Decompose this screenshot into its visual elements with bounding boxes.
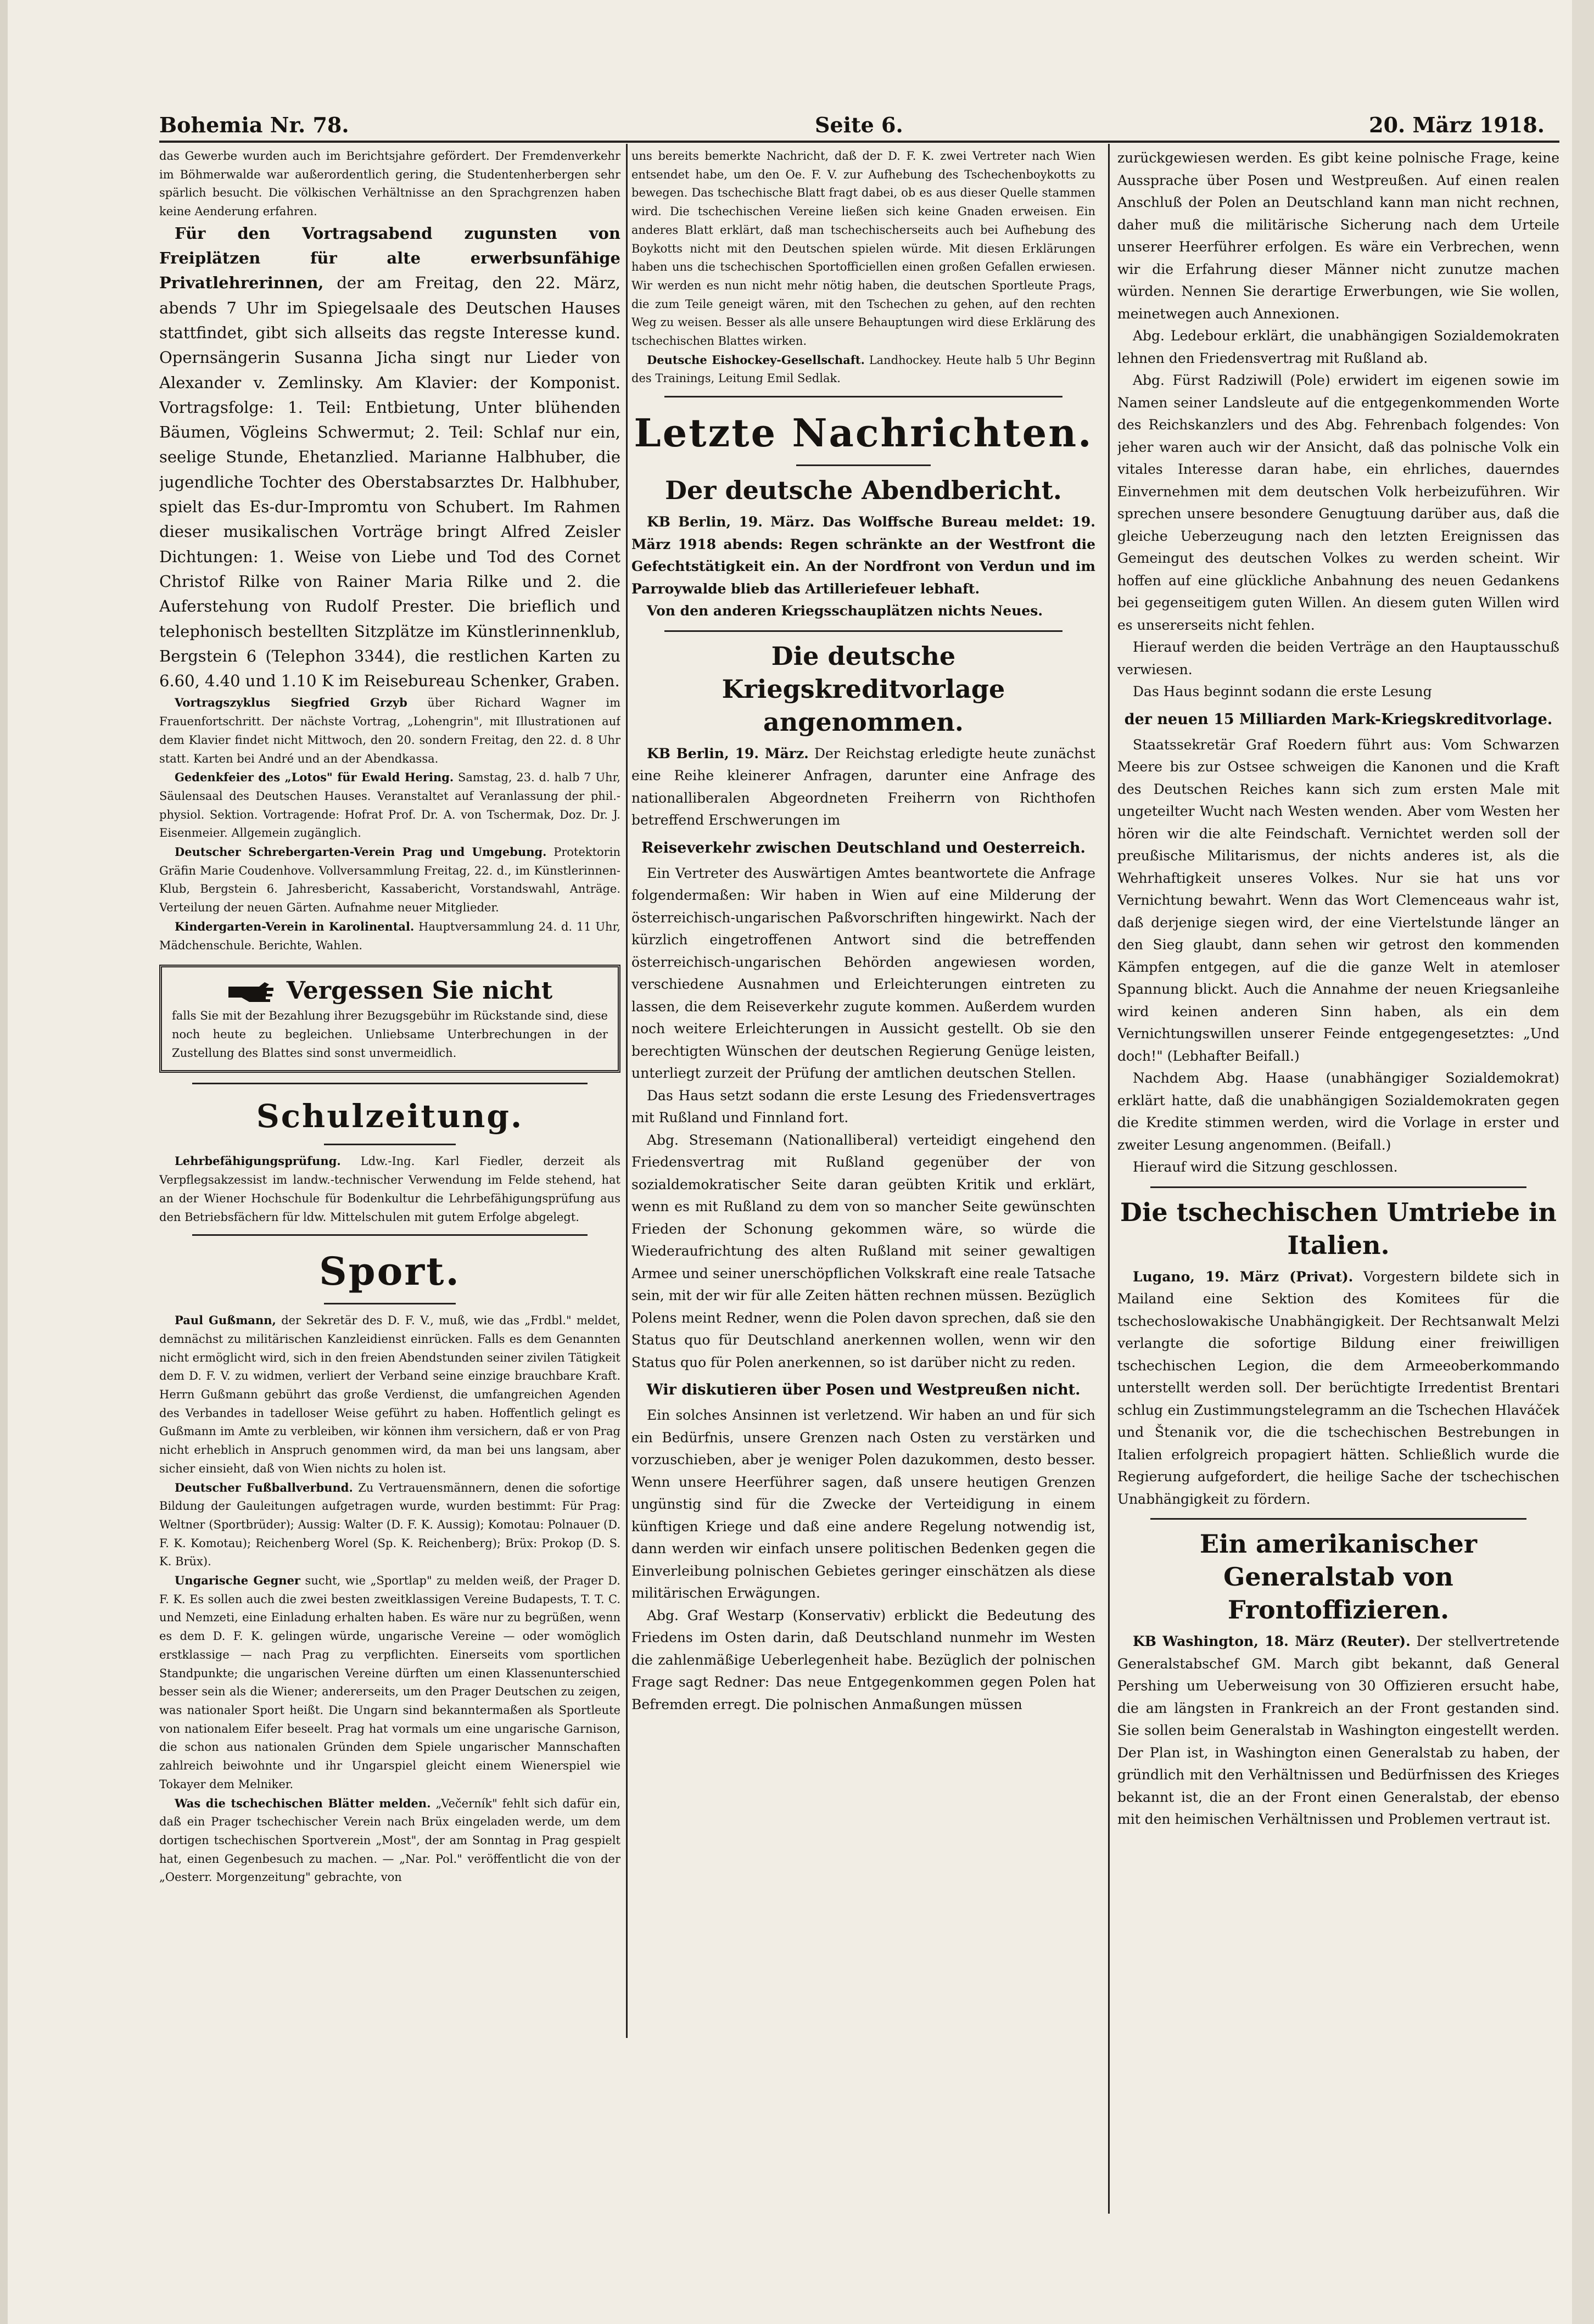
article-evening-report	[631, 511, 1095, 600]
article-american-staff-lead: KB Washington, 18. März (Reuter).	[1133, 1633, 1411, 1649]
section-sport: Sport.	[319, 1248, 461, 1295]
article-radziwill: Abg. Fürst Radziwill (Pole) erwidert im eigenen sowie im Namen seiner Landsleute auf die entgegenkommenden Worte des Reichskanzlers und des Abg. Fehrenbach folgendes: Von jeher waren auch wir der Ansicht, daß das polnische Volk ein vitales Interesse daran habe, ein ehrliches, dauerndes Einvernehmen mit dem deutschen Volk herbeizuführen. Wir sprechen unsere besondere Genugtuung darüber aus, daß die gleiche Ueberzeugung nach den letzten Ereignissen das Gemeingut des deutschen Volkes zu werden scheint. Wir hoffen auf eine glückliche Anbahnung des neuen Gedankens bei gegenseitigem guten Willen. An diesem guten Willen wird es unsererseits nicht fehlen.	[1117, 372, 1559, 633]
article-posen: Ein solches Ansinnen ist verletzend. Wir haben an und für sich ein Bedürfnis, unsere Grenzen nach Osten zu verstärken und vorzuschieben, aber je weniger Polen dazukommen, desto besser. Wenn unsere Heerführer sagen, daß unsere heutigen Grenzen ungünstig sind für die Zwecke der Verteidigung in einem künftigen Kriege und daß eine andere Regelung notwendig ist, dann werden wir einfach unsere politischen Bedenken gegen die Einverleibung polnischen Gebietes geringer einschätzen als diese militärischen Erwägungen.	[631, 1407, 1095, 1601]
notice-eishockey-lead: Deutsche Eishockey-Gesellschaft.	[647, 352, 865, 367]
sport-czech-papers-lead: Was die tschechischen Blätter melden.	[175, 1796, 431, 1810]
divider-line	[192, 1234, 588, 1236]
article-evening-report-text: Regen schränkte an der Westfront die Gefechtstätigkeit ein. An der Nordfront von Verdun und im Parroywalde blieb das Artilleriefeuer lebhaft.	[631, 536, 1095, 597]
article-czech-italy-lead: Lugano, 19. März (Privat).	[1133, 1268, 1353, 1285]
article-evening-report-end-text: Von den anderen Kriegsschauplätzen nichts Neues.	[647, 603, 1043, 619]
article-stresemann: Abg. Stresemann (Nationalliberal) verteidigt eingehend den Friedensvertrag mit Rußland gegenüber der von sozialdemokratischer Seite daran geübten Kritik und erklärt, wenn es mit Rußland zu dem von so mancher Seite gewünschten Frieden der Schonung gekommen wäre, so würde die Wiederaufrichtung des alten Rußland mit seiner gewaltigen Armee und seiner unerschöpflichen Volkskraft eine reale Tatsache sein, mit der wir für alle Zeiten hätten rechnen müssen. Bezüglich Polens meint Redner, wenn die Polen davon sprechen, daß sie den Status quo für Deutschland anerkennen wollen, wenn wir den Status quo für Polen anerkennen, so ist darüber nicht zu reden.	[631, 1132, 1095, 1370]
column-middle	[631, 147, 1095, 2211]
article-czech-italy	[1117, 1266, 1559, 1511]
subhead-war-credit: der neuen 15 Milliarden Mark-Kriegskreditvorlage.	[1124, 710, 1553, 728]
column-right	[1117, 147, 1559, 2211]
article-czech-italy-text: Vorgestern bildete sich in Mailand eine Sektion des Komitees für die tschechoslowakische Unabhängigkeit. Der Rechtsanwalt Melzi verlangte die sofortige Bildung einer freiwilligen tschechischen Legion, die dem Armeeoberkommando unterstellt werden soll. Der berüchtigte Irredentist Brentari schlug ein Zustimmungstelegramm an die Tschechen Hlaváček und Štenanik vor, die die tschechischen Bestrebungen in Italien erfolgreich propagiert hätten. Schließlich wurde die Regierung aufgefordert, die heilige Sache der tschechischen Unabhängigkeit zu fördern.	[1117, 1268, 1559, 1507]
notice-eishockey-text: Landhockey. Heute halb 5 Uhr Beginn des Trainings, Leitung Emil Sedlak.	[631, 353, 1095, 385]
notice-wagner-lectures	[159, 693, 620, 768]
article-evening-report-end	[631, 600, 1095, 623]
sport-football-association-text: Zu Vertrauensmännern, denen die sofortige Bildung der Gauleitungen aufgetragen wurde, wurden bestimmt: Für Prag: Weltner (Sportbrüder); Aussig: Walter (D. F. K. Aussig); Komotau: Polnauer (D. F. K. Komotau); Reichenberg Worel (Sp. K. Reichenberg); Brüx: Prokop (D. S. K. Brüx).	[159, 1481, 620, 1569]
masthead-page-number: Seite 6.	[815, 113, 903, 137]
notice-kindergarten-text: Hauptversammlung 24. d. 11 Uhr, Mädchenschule. Berichte, Wahlen.	[159, 920, 620, 952]
divider-line	[1150, 1186, 1526, 1188]
notice-kindergarten-lead: Kindergarten-Verein in Karolinental.	[175, 919, 415, 933]
headline-american-staff: Ein amerikanischer Generalstab von Frontoffizieren.	[1200, 1529, 1477, 1625]
article-teacher-exam-text: Ldw.-Ing. Karl Fiedler, derzeit als Verpflegsakzessist im landw.-technischer Verwendung im Felde stehend, hat an der Wiener Hochschule für Bodenkultur die Lehrbefähigungsprüfung aus den Betriebsfächern für ldw. Mittelschulen mit gutem Erfolge abgelegt.	[159, 1155, 620, 1224]
sport-czech-papers	[159, 1794, 620, 1888]
sport-gussmann	[159, 1311, 620, 1478]
section-latest-news: Letzte Nachrichten.	[634, 410, 1093, 456]
sport-hungarian-opponents	[159, 1571, 620, 1794]
sport-football-association-lead: Deutscher Fußballverbund.	[175, 1480, 353, 1494]
article-ledebour: Abg. Ledebour erklärt, die unabhängigen Sozialdemokraten lehnen den Friedensvertrag mit Rußland ab.	[1117, 328, 1559, 366]
article-reichstag-lead: KB Berlin, 19. März.	[647, 745, 809, 761]
article-teacher-exam-lead: Lehrbefähigungsprüfung.	[175, 1154, 341, 1168]
article-session-closed: Hierauf wird die Sitzung geschlossen.	[1133, 1159, 1398, 1175]
notice-eishockey	[631, 351, 1095, 388]
reminder-title-row	[172, 975, 608, 1007]
sport-gussmann-lead: Paul Gußmann,	[175, 1313, 276, 1328]
reminder-title: Vergessen Sie nicht	[286, 977, 553, 1005]
article-roedern: Staatssekretär Graf Roedern führt aus: Vom Schwarzen Meere bis zur Ostsee schweigen die Kanonen und die Kraft des Deutschen Reiches kann sich zum ersten Male mit ungeteilter Wucht nach Westen wenden. Aber vom Westen her hören wir die alte Feindschaft. Vernichtet werden soll der preußische Militarismus, der nichts anderes ist, als die Wehrhaftigkeit unseres Volkes. Nur sie hat uns vor Vernichtung bewahrt. Wenn das Wort Clemenceaus wahr ist, daß derjenige siegen wird, der eine Viertelstunde länger an den Sieg glaubt, dann sehen wir getrost den kommenden Kämpfen entgegen, auf die die ganze Welt in atemloser Spannung blickt. Auch die Annahme der neuen Kriegsanleihe wird keinen anderen Sinn haben, als ein dem Vernichtungswillen unserer Feinde entgegengesetztes: „Und doch!" (Lebhafter Beifall.)	[1117, 736, 1559, 1064]
divider-line	[664, 396, 1062, 397]
article-haase: Nachdem Abg. Haase (unabhängiger Sozialdemokrat) erklärt hatte, daß die unabhängigen Sozialdemokraten gegen die Kredite stimmen werden, wird die Vorlage in erster und zweiter Lesung angenommen. (Beifall.)	[1117, 1070, 1559, 1153]
headline-evening-report: Der deutsche Abendbericht.	[665, 475, 1062, 506]
sport-hungarian-opponents-lead: Ungarische Gegner	[175, 1573, 300, 1588]
sport-boycott-continued: uns bereits bemerkte Nachricht, daß der D. F. K. zwei Vertreter nach Wien entsendet habe, um den Oe. F. V. zur Aufhebung des Tschechenboykotts zu bewegen. Das tschechische Blatt fragt dabei, ob es aus dieser Quelle stammen wird. Die tschechischen Vereine ließen sich keine Gnaden erweisen. Ein anderes Blatt erklärt, daß man tschechischerseits auch bei Aufhebung des Boykotts nicht mit den Deutschen spielen würde. Mit diesen Erklärungen haben uns die tschechischen Sportofficiellen einen großen Gefallen erwiesen. Wir werden es nun nicht mehr nötig haben, die deutschen Sportleute Prags, die zum Teile geneigt wären, mit den Tschechen zu gehen, auf den rechten Weg zu weisen. Besser als alle unsere Behauptungen wird diese Erklärung des tschechischen Blattes wirken.	[631, 149, 1095, 348]
section-school: Schulzeitung.	[256, 1097, 524, 1135]
notice-schrebergarten-text: Protektorin Gräfin Marie Coudenhove. Vollversammlung Freitag, 22. d., im Künstlerinnen-Klub, Bergstein 6. Jahresbericht, Kassabericht, Vorstandswahl, Anträge. Verteilung der neuen Gärten. Aufnahme neuer Mitglieder.	[159, 845, 620, 915]
masthead-date: 20. März 1918.	[1369, 113, 1545, 137]
divider-line	[796, 464, 931, 466]
notice-wagner-lead: Vortragszyklus Siegfried Grzyb	[175, 696, 407, 710]
article-westarp: Abg. Graf Westarp (Konservativ) erblickt die Bedeutung des Friedens im Osten darin, daß Deutschland nunmehr im Westen die zahlenmäßige Ueberlegenheit habe. Bezüglich der polnischen Frage sagt Redner: Das neue Entgegenkommen gegen Polen hat Befremden erregt. Die polnischen Anmaßungen müssen	[631, 1607, 1095, 1712]
reminder-text: falls Sie mit der Bezahlung ihrer Bezugsgebühr im Rückstande sind, diese noch heute zu begleichen. Unliebsame Unterbrechungen in der Zustellung des Blattes sind sonst unvermeidlich.	[172, 1009, 608, 1060]
article-peace-treaty-reading: Das Haus setzt sodann die erste Lesung des Friedensvertrages mit Rußland und Finnland fort.	[631, 1087, 1095, 1126]
notice-schrebergarten-lead: Deutscher Schrebergarten-Verein Prag und Umgebung.	[175, 845, 547, 859]
masthead-paper-issue: Bohemia Nr. 78.	[159, 113, 349, 137]
column-left	[159, 147, 620, 2036]
headline-war-credit: Die deutsche Kriegskreditvorlage angenommen.	[722, 641, 1005, 737]
divider-line	[324, 1144, 456, 1145]
notice-schrebergarten	[159, 843, 620, 917]
masthead	[159, 99, 1545, 137]
sport-hungarian-opponents-text: sucht, wie „Sportlap" zu melden weiß, der Prager D. F. K. Es sollen auch die zwei besten zweitklassigen Vereine Budapests, T. T. C. und Nemzeti, eine Einladung erhalten haben. Es wäre nur zu begrüßen, wenn es dem D. F. K. gelingen würde, ungarische Vereine — oder womöglich erstklassige — nach Prag zu verpflichten. Einerseits vom sportlichen Standpunkte; die ungarischen Vereine dürften um einen Klassenunterschied besser sein als die Wiener; andererseits, um den Prager Deutschen zu zeigen, was nationaler Sport heißt. Die Ungarn sind bekanntermaßen als Sportleute von nationalem Eifer beseelt. Prag hat vormals um eine ungarische Garnison, die schon aus nationalen Gründen dem Spiele ungarischer Mannschaften zahlreich beiwohnte und ihr Ungarspiel gleicht einem Wienerspiel wie Tokayer dem Melniker.	[159, 1574, 620, 1791]
article-reichstag	[631, 743, 1095, 832]
divider-line	[192, 1083, 588, 1084]
notice-lotos	[159, 768, 620, 843]
masthead-rule	[159, 141, 1559, 143]
article-evening-report-lead: KB Berlin, 19. März. Das Wolffsche Bureau meldet: 19. März 1918 abends:	[631, 514, 1095, 552]
divider-line	[324, 1303, 456, 1304]
article-lecture-evening-lead: Für den Vortragsabend zugunsten von Freiplätzen für alte erwerbsunfähige Privatlehrerinnen,	[159, 223, 620, 293]
article-westarp-continued: zurückgewiesen werden. Es gibt keine polnische Frage, keine Aussprache über Posen und Westpreußen. Auf einen realen Anschluß der Polen an Deutschland kann man nicht rechnen, daher muß die militärische Sicherung nach dem Urteile unserer Heerführer erfolgen. Es wäre ein Verbrechen, wenn wir die Erfahrung dieser Männer nicht zunutze machen würden. Nennen Sie derartige Erwerbungen, wie Sie wollen, meinetwegen auch Annexionen.	[1117, 150, 1559, 322]
notice-kindergarten	[159, 917, 620, 955]
divider-line	[1150, 1518, 1526, 1520]
sport-football-association	[159, 1479, 620, 1572]
article-american-staff-text: Der stellvertretende Generalstabschef GM. March gibt bekannt, daß General Pershing um Ueberweisung von 30 Offizieren ersucht habe, die am längsten in Frankreich an der Front gestanden sind. Sie sollen beim Generalstab in Washington eingestellt werden. Der Plan ist, in Washington einen Generalstab zu haben, der gründlich mit den Verhältnissen und Bedürfnissen des Krieges bekannt ist, die an der Front einen Generalstab, der ebenso mit den heimischen Verhältnissen und Problemen vertraut ist.	[1117, 1633, 1559, 1827]
article-lecture-evening	[159, 221, 620, 694]
article-committee: Hierauf werden die beiden Verträge an den Hauptausschuß verwiesen.	[1117, 639, 1559, 677]
article-reichstag-text: Der Reichstag erledigte heute zunächst eine Reihe kleinerer Anfragen, darunter eine Anfrage des nationalliberalen Abgeordneten Freiherrn von Richthofen betreffend Erschwerungen im	[631, 745, 1095, 828]
notice-lotos-text: Samstag, 23. d. halb 7 Uhr, Säulensaal des Deutschen Hauses. Veranstaltet auf Veranlassung der phil.-physiol. Sektion. Vortragende: Hofrat Prof. Dr. A. von Tschermak, Doz. Dr. J. Eisenmeier. Allgemein zugänglich.	[159, 771, 620, 840]
notice-wagner-text: über Richard Wagner im Frauenfortschritt. Der nächste Vortrag, „Lohengrin", mit Illustrationen auf dem Klavier findet nicht Mittwoch, den 20. sondern Freitag, den 22. d. 8 Uhr statt. Karten bei André und an der Abendkassa.	[159, 696, 620, 765]
subhead-travel: Reiseverkehr zwischen Deutschland und Oesterreich.	[641, 839, 1086, 856]
article-american-staff	[1117, 1631, 1559, 1831]
notice-lotos-lead: Gedenkfeier des „Lotos" für Ewald Hering.	[175, 770, 454, 785]
sport-czech-papers-text: „Večerník" fehlt sich dafür ein, daß ein Prager tschechischer Verein nach Brüx eingeladen werde, um dem dortigen tschechischen Sportverein „Most", der am Sonntag in Prag gespielt hat, einen Gegenbesuch zu machen. — „Nar. Pol." veröffentlicht die von der „Oesterr. Morgenzeitung" gebrachte, von	[159, 1796, 620, 1884]
column-divider-2	[1108, 144, 1110, 2214]
column-divider-1	[626, 144, 628, 2038]
article-teacher-exam	[159, 1152, 620, 1227]
divider-line	[664, 630, 1062, 632]
reminder-box	[159, 965, 620, 1073]
article-lecture-evening-text: der am Freitag, den 22. März, abends 7 Uhr im Spiegelsaale des Deutschen Hauses stattfindet, gibt sich allseits das regste Interesse kund. Opernsängerin Susanna Jicha singt nur Lieder von Alexander v. Zemlinsky. Am Klavier: der Komponist. Vortragsfolge: 1. Teil: Entbietung, Unter blühenden Bäumen, Vögleins Schwermut; 2. Teil: Schlaf nur ein, seelige Stunde, Ehetanzlied. Marianne Halbhuber, die jugendliche Tochter des Oberstabsarztes Dr. Halbhuber, spielt das Es-dur-Impromtu von Schubert. Im Rahmen dieser musikalischen Vorträge bringt Alfred Zeisler Dichtungen: 1. Weise von Liebe und Tod des Cornet Christof Rilke von Rainer Maria Rilke und 2. die Auferstehung von Rudolf Prester. Die brieflich und telephonisch bestellten Sitzplätze im Künstlerinnenklub, Bergstein 6 (Telephon 3344), die restlichen Karten zu 6.60, 4.40 und 1.10 K im Reisebureau Schenker, Graben.	[159, 273, 620, 691]
article-first-reading: Das Haus beginnt sodann die erste Lesung	[1133, 684, 1432, 699]
article-trade-report: das Gewerbe wurden auch im Berichtsjahre gefördert. Der Fremdenverkehr im Böhmerwalde war außerordentlich gering, die Studentenherbergen sehr spärlich besucht. Die völkischen Verhältnisse an den Sprachgrenzen haben keine Aenderung erfahren.	[159, 149, 620, 219]
subhead-posen: Wir diskutieren über Posen und Westpreußen nicht.	[646, 1381, 1081, 1399]
headline-czech-italy: Die tschechischen Umtriebe in Italien.	[1120, 1197, 1557, 1260]
article-travel: Ein Vertreter des Auswärtigen Amtes beantwortete die Anfrage folgendermaßen: Wir haben in Wien auf eine Milderung der österreichisch-ungarischen Paßvorschriften hingewirkt. Nach der kürzlich eingetroffenen Antwort sind die betreffenden österreichisch-ungarischen Behörden angewiesen worden, verschiedene Ausnahmen und Erleichterungen eintreten zu lassen, die dem Reiseverkehr zugute kommen. Außerdem wurden noch weitere Erleichterungen in Aussicht gestellt. Ob sie den berechtigten Wünschen der deutschen Regierung Genüge leisten, unterliegt zurzeit der Prüfung der amtlichen deutschen Stellen.	[631, 865, 1095, 1082]
sport-gussmann-text: der Sekretär des D. F. V., muß, wie das „Frdbl." meldet, demnächst zu militärischen Kanzleidienst einrücken. Falls es dem Genannten nicht ermöglicht wird, sich in den freien Abendstunden seiner zivilen Tätigkeit dem D. F. V. zu widmen, verliert der Verband seine einzige brauchbare Kraft. Herrn Gußmann gebührt das große Verdienst, die umfangreichen Agenden des Verbandes in tadelloser Weise geführt zu haben. Hoffentlich gelingt es Gußmann im Amte zu verbleiben, wir können ihm versichern, daß er von Prag nicht erheblich in Anspruch genommen wird, da man bei uns langsam, aber sicher einsieht, daß von Wien nichts zu holen ist.	[159, 1314, 620, 1475]
pointing-hand-icon	[227, 979, 277, 1003]
